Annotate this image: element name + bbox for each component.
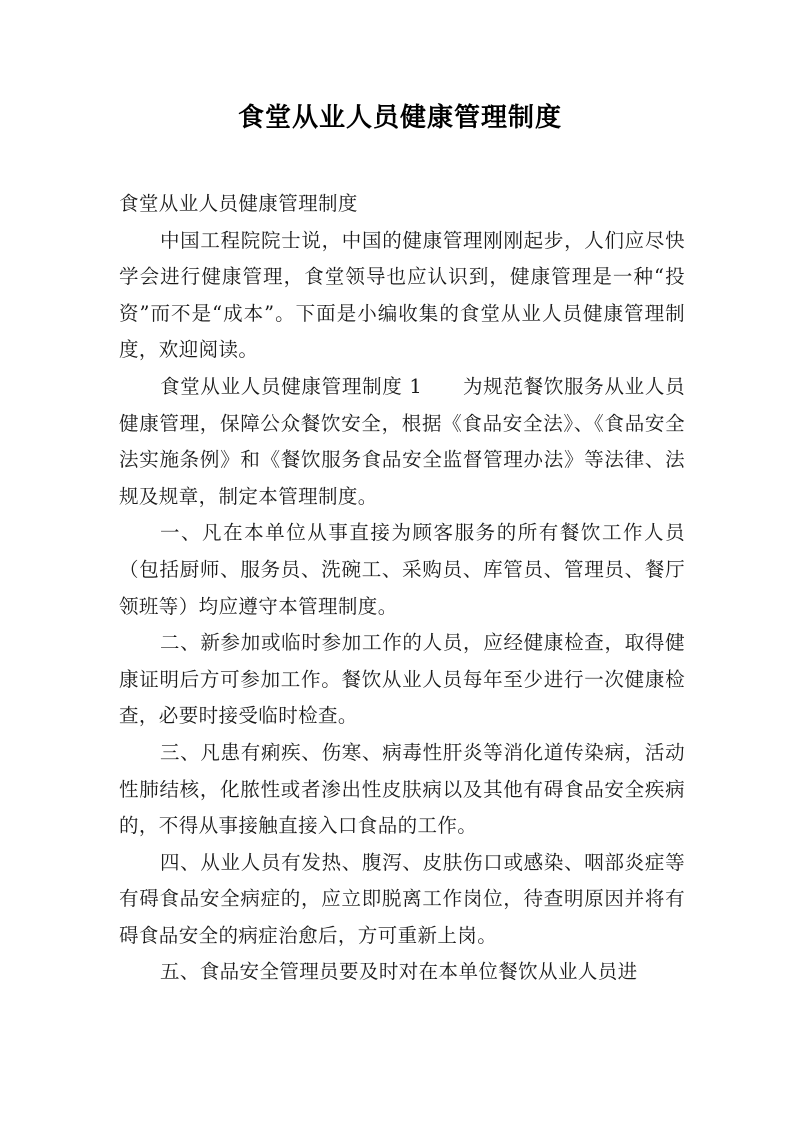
paragraph-purpose: 食堂从业人员健康管理制度 1 为规范餐饮服务从业人员健康管理，保障公众餐饮安全，根据《食品安全法》、《食品安全法实施条例》和《餐饮服务食品安全监督管理办法》等法律、法规及规章，制定本管理制度。 xyxy=(119,374,685,508)
document-body xyxy=(119,186,685,991)
paragraph-item-4: 四、从业人员有发热、腹泻、皮肤伤口或感染、咽部炎症等有碍食品安全病症的，应立即脱离工作岗位，待查明原因并将有碍食品安全的病症治愈后，方可重新上岗。 xyxy=(119,850,685,947)
paragraph-intro: 中国工程院院士说，中国的健康管理刚刚起步，人们应尽快学会进行健康管理，食堂领导也应认识到，健康管理是一种“投资”而不是“成本”。下面是小编收集的食堂从业人员健康管理制度，欢迎阅读。 xyxy=(119,228,685,362)
paragraph-item-5: 五、食品安全管理员要及时对在本单位餐饮从业人员进 xyxy=(159,960,638,984)
document-title: 食堂从业人员健康管理制度 xyxy=(237,103,562,133)
paragraph-subtitle: 食堂从业人员健康管理制度 xyxy=(119,192,358,215)
paragraph-item-3: 三、凡患有痢疾、伤寒、病毒性肝炎等消化道传染病，活动性肺结核，化脓性或者渗出性皮肤病以及其他有碍食品安全疾病的，不得从事接触直接入口食品的工作。 xyxy=(119,740,685,838)
paragraph-item-1: 一、凡在本单位从事直接为顾客服务的所有餐饮工作人员（包括厨师、服务员、洗碗工、采购员、库管员、管理员、餐厅领班等）均应遵守本管理制度。 xyxy=(119,521,685,618)
paragraph-item-2: 二、新参加或临时参加工作的人员，应经健康检查，取得健康证明后方可参加工作。餐饮从业人员每年至少进行一次健康检查，必要时接受临时检查。 xyxy=(119,631,685,728)
